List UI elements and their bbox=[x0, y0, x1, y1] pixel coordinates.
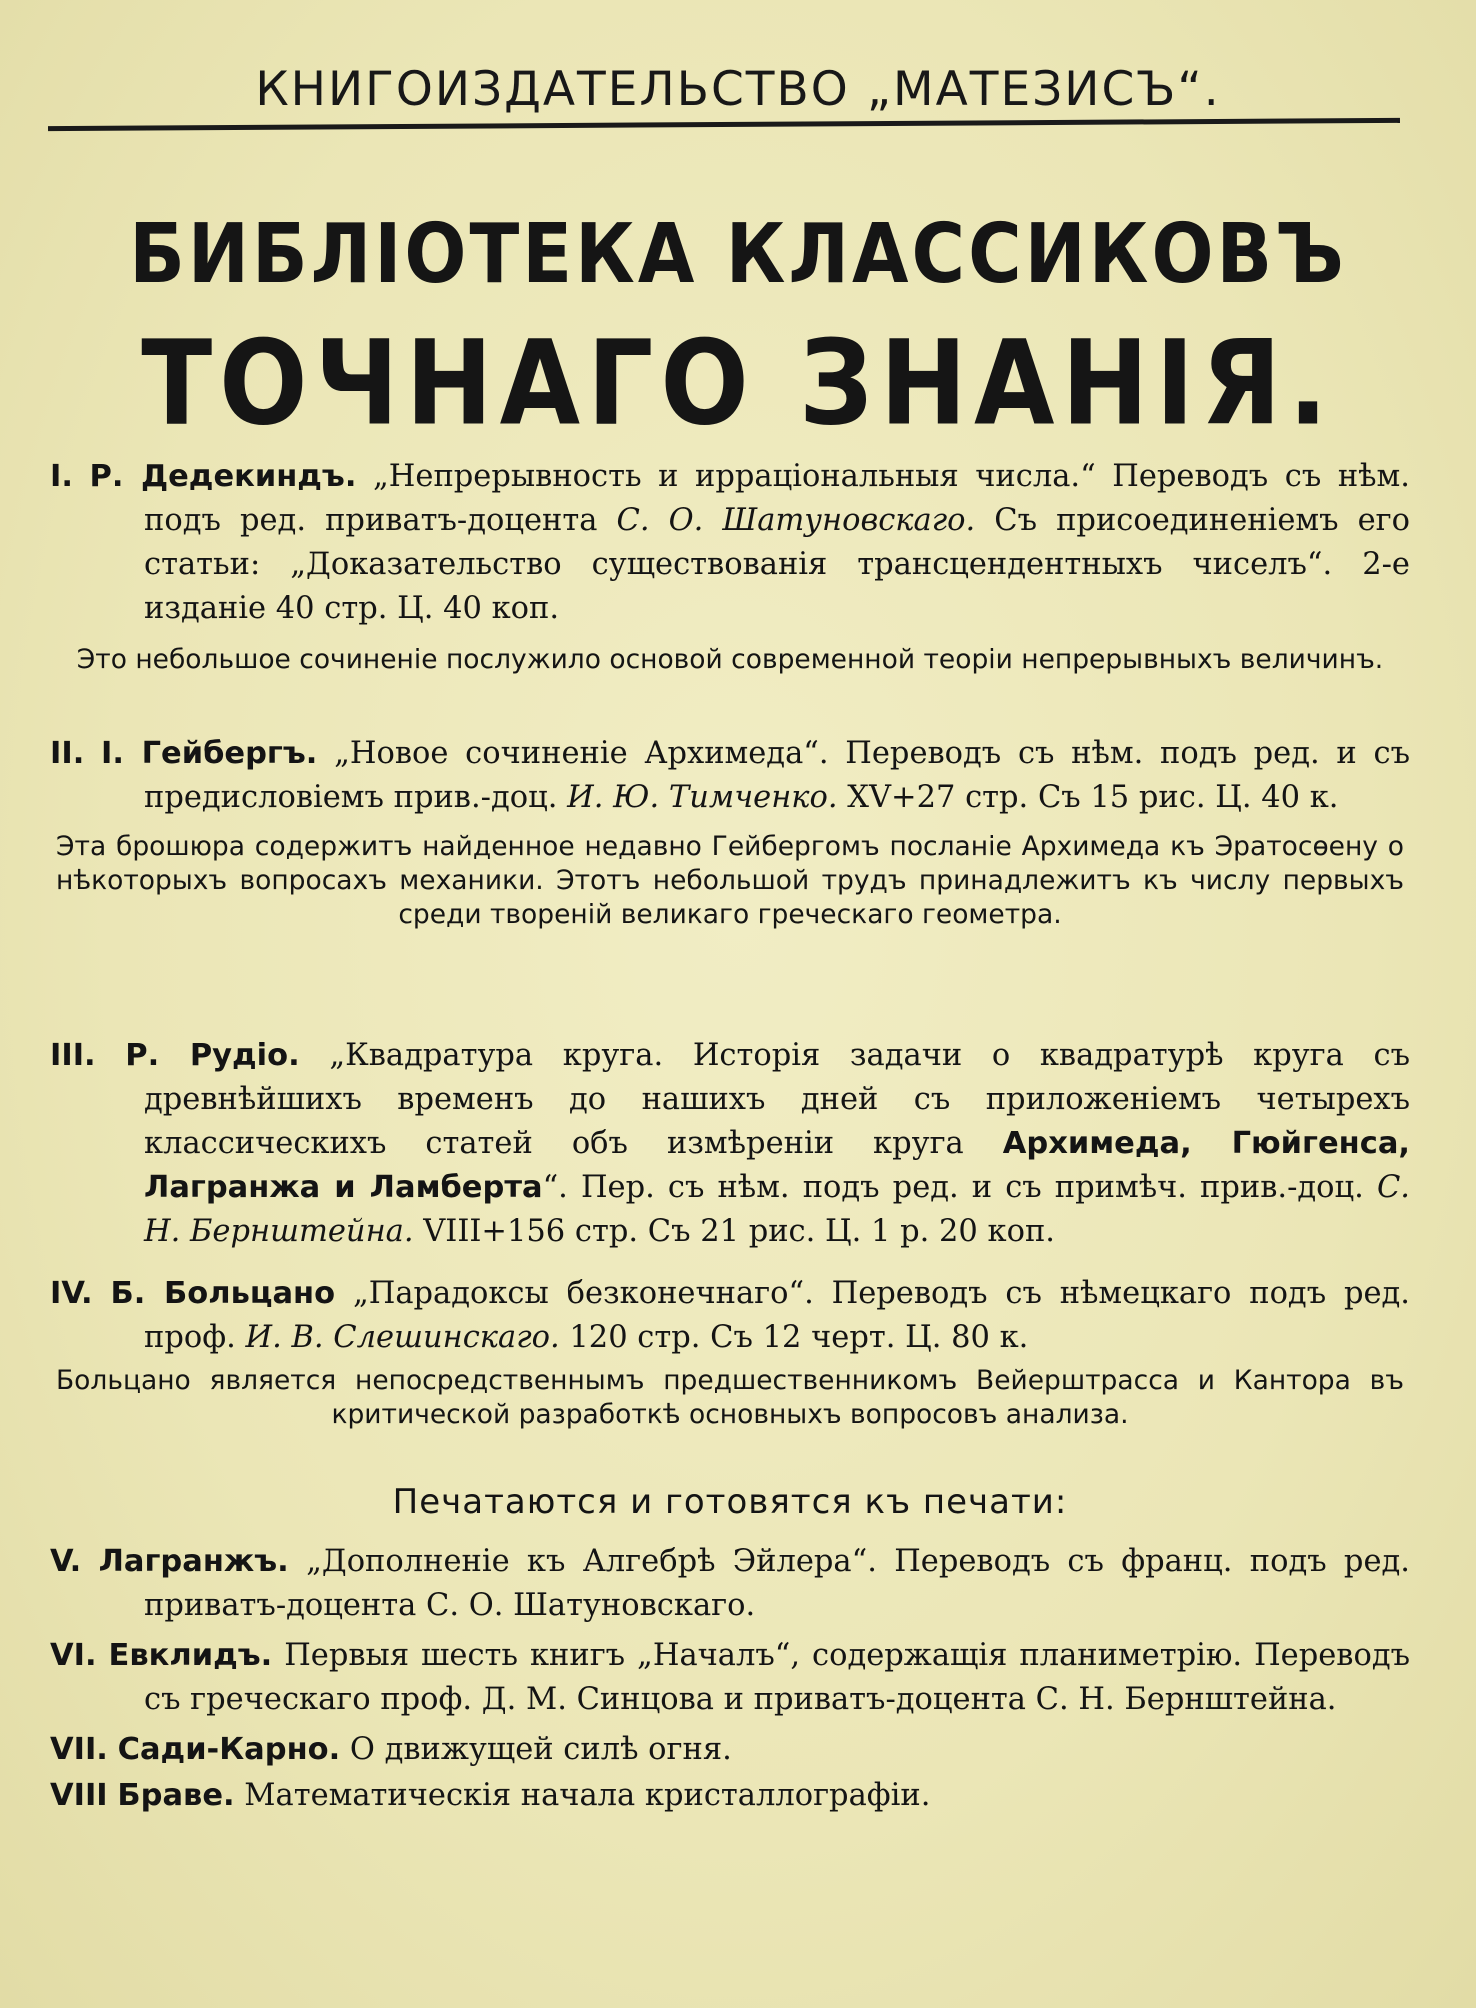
entry-8 bbox=[50, 1774, 1410, 1818]
entry-2-body bbox=[50, 732, 1410, 820]
title-line-2: ТОЧНАГО ЗНАНІЯ. bbox=[141, 314, 1335, 452]
entry-text-2: XV+27 стр. Съ 15 рис. Ц. 40 к. bbox=[847, 780, 1339, 815]
entry-author: Сади-Карно. bbox=[117, 1732, 341, 1767]
upcoming-heading: Печатаются и готовятся къ печати: bbox=[392, 1482, 1068, 1522]
entry-1-note: Это небольшое сочиненіе послужило основой современной теоріи непрерывныхъ величинъ. bbox=[76, 644, 1384, 675]
entry-5 bbox=[50, 1540, 1410, 1628]
entry-text: Математическія начала кристаллографіи. bbox=[244, 1778, 931, 1813]
entry-number: II. bbox=[50, 736, 85, 771]
entry-text-2: “. Пер. съ нѣм. подъ ред. и съ примѣч. прив.-доц. bbox=[542, 1170, 1364, 1205]
entry-author: Лагранжъ. bbox=[98, 1544, 289, 1579]
entry-4-body bbox=[50, 1272, 1410, 1360]
entry-number: III. bbox=[50, 1038, 96, 1073]
entry-2-note: Эта брошюра содержитъ найденное недавно Гейбергомъ посланіе Архимеда къ Эратосѳену о нѣкоторыхъ вопросахъ механики. Этотъ небольшой трудъ принадлежитъ къ числу первыхъ среди твореній великаго греческаго геометра. bbox=[56, 831, 1404, 930]
entry-author: Р. Рудіо. bbox=[125, 1038, 300, 1073]
entry-number: VIII bbox=[50, 1778, 108, 1813]
entry-number: VII. bbox=[50, 1732, 108, 1767]
entry-text: „Новое сочиненіе Архимеда“. Переводъ съ нѣм. подъ ред. и съ предисловіемъ прив.-доц. bbox=[144, 736, 1410, 815]
entry-4-note: Больцано является непосредственнымъ предшественникомъ Вейерштрасса и Кантора въ критической разработкѣ основныхъ вопросовъ анализа. bbox=[56, 1365, 1404, 1430]
entry-7 bbox=[50, 1728, 1410, 1772]
entry-1-body bbox=[50, 455, 1410, 631]
entry-editor: И. В. Слешинскаго. bbox=[245, 1320, 560, 1355]
upcoming-list bbox=[50, 1540, 1410, 1818]
entry-author: Браве. bbox=[117, 1778, 235, 1813]
title-line-1: БИБЛІОТЕКА КЛАССИКОВЪ bbox=[129, 206, 1347, 303]
entry-number: IV. bbox=[50, 1276, 93, 1311]
entry-text: „Парадоксы безконечнаго“. Переводъ съ нѣмецкаго подъ ред. проф. bbox=[144, 1276, 1410, 1355]
entry-text: „Квадратура круга. Исторія задачи о квадратурѣ круга съ древнѣйшихъ временъ до нашихъ дней съ приложеніемъ четырехъ классическихъ статей объ измѣреніи круга bbox=[144, 1038, 1410, 1161]
entry-2 bbox=[50, 732, 1410, 932]
entry-text: Первыя шесть книгъ „Началъ“, содержащія планиметрію. Переводъ съ греческаго проф. Д. М. Синцова и приватъ-доцента С. Н. Бернштейна. bbox=[144, 1638, 1411, 1717]
header-rule bbox=[48, 118, 1400, 131]
entry-editor: И. Ю. Тимченко. bbox=[567, 780, 838, 815]
entry-1 bbox=[50, 455, 1410, 677]
entry-text-3: VIII+156 стр. Съ 21 рис. Ц. 1 р. 20 коп. bbox=[423, 1214, 1055, 1249]
entry-author: Евклидъ. bbox=[108, 1638, 273, 1673]
entry-3-body bbox=[50, 1034, 1410, 1254]
entry-bold-names: Архимеда, Гюйгенса, Лагранжа и Ламберта bbox=[144, 1126, 1410, 1205]
entry-text: „Дополненіе къ Алгебрѣ Эйлера“. Переводъ съ франц. подъ ред. приватъ-доцента С. О. Шатуновскаго. bbox=[144, 1544, 1410, 1623]
entry-editor: С. О. Шатуновскаго. bbox=[616, 503, 976, 538]
entry-4 bbox=[50, 1272, 1410, 1432]
publisher-header: КНИГОИЗДАТЕЛЬСТВО „МАТЕЗИСЪ“. bbox=[255, 62, 1221, 117]
entry-author: Б. Больцано bbox=[110, 1276, 336, 1311]
entry-author: I. Гейбергъ. bbox=[101, 736, 318, 771]
entry-editor: С. Н. Бернштейна. bbox=[144, 1170, 1410, 1249]
entry-6 bbox=[50, 1634, 1410, 1722]
entry-author: Р. Дедекиндъ. bbox=[89, 459, 357, 494]
entry-number: I. bbox=[50, 459, 73, 494]
entry-text: „Непрерывность и ирраціональныя числа.“ Переводъ съ нѣм. подъ ред. приватъ-доцента bbox=[144, 459, 1410, 538]
entry-number: VI. bbox=[50, 1638, 97, 1673]
entry-number: V. bbox=[50, 1544, 82, 1579]
upcoming-section bbox=[50, 1480, 1410, 1524]
entry-text-2: 120 стр. Съ 12 черт. Ц. 80 к. bbox=[569, 1320, 1029, 1355]
entry-text: О движущей силѣ огня. bbox=[349, 1732, 732, 1767]
entry-3 bbox=[50, 1034, 1410, 1254]
entry-text-2: Съ присоединеніемъ его статьи: „Доказательство существованія трансцендентныхъ чиселъ“. 2-е изданіе 40 стр. Ц. 40 коп. bbox=[144, 503, 1410, 626]
